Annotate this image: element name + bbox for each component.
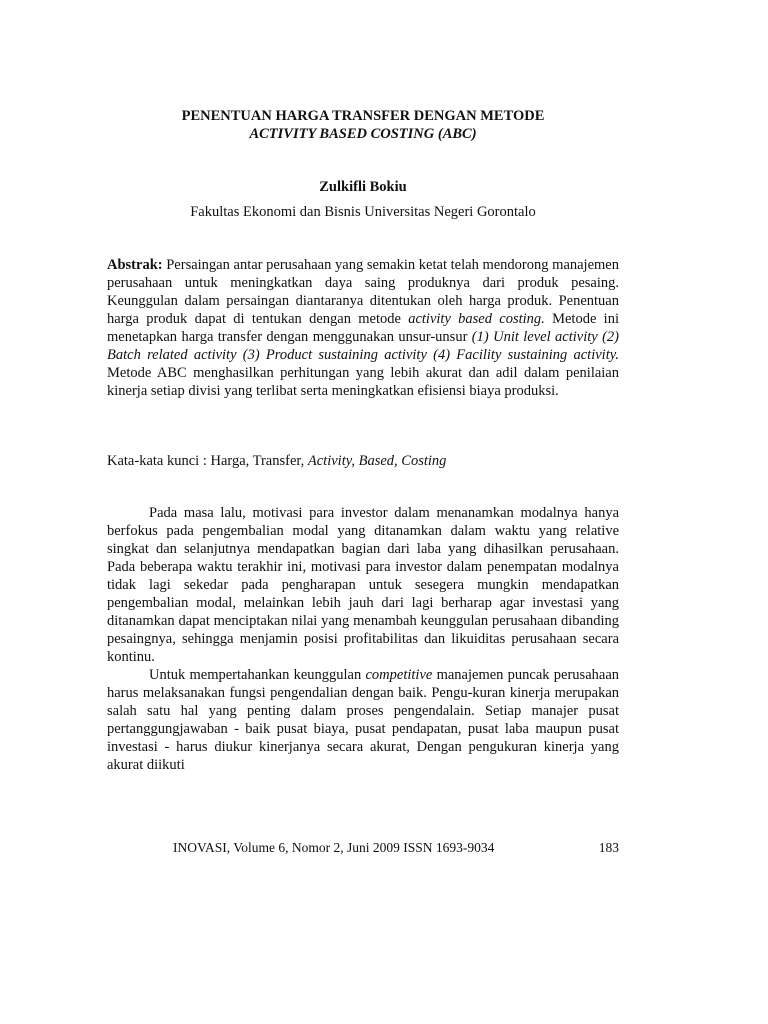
paper-title: PENENTUAN HARGA TRANSFER DENGAN METODE — [181, 108, 545, 124]
body-p2-text-a: Untuk mempertahankan keunggulan — [149, 667, 366, 683]
abstract-italic-2: (1) Unit level activity (2) Batch related activity (3) Product sustaining activity (4) Facility sustaining activity. — [107, 329, 619, 363]
keywords — [107, 452, 619, 470]
body-paragraph-1: Pada masa lalu, motivasi para investor dalam menanamkan modalnya hanya berfokus pada pengembalian modal yang ditanamkan dalam waktu yang relative singkat dan selanjutnya mendapatkan bagian dari laba yang dihasilkan perusahaan. Pada beberapa waktu terakhir ini, motivasi para investor dalam penempatan modalnya tidak lagi sekedar pada pengharapan untuk sesegera mungkin mendapatkan pengembalian modal, melainkan lebih jauh dari lagi berharap agar investasi yang ditanamkan dapat menciptakan nilai yang menambah keunggulan perusahaan dibanding pesaingnya, sehingga menjamin posisi profitabilitas dan likuiditas perusahaan secara kontinu. — [107, 505, 619, 665]
body-p2-italic: competitive — [365, 667, 433, 683]
paper-subtitle: ACTIVITY BASED COSTING (ABC) — [249, 126, 477, 142]
body-text — [107, 504, 619, 774]
page-number: 183 — [598, 840, 619, 855]
keywords-italic: Activity, Based, Costing — [307, 453, 447, 469]
abstract-italic-1: activity based costing. — [408, 311, 545, 327]
abstract-label: Abstrak: — [107, 257, 163, 273]
abstract — [107, 256, 619, 400]
body-paragraph-2 — [107, 666, 619, 774]
author-affiliation: Fakultas Ekonomi dan Bisnis Universitas Negeri Gorontalo — [190, 204, 536, 220]
abstract-text-3: Metode ABC menghasilkan perhitungan yang lebih akurat dan adil dalam penilaian kinerja setiap divisi yang terlibat serta meningkatkan efisiensi biaya produksi. — [107, 365, 619, 399]
abstract-text-1: Persaingan antar perusahaan yang semakin ketat telah mendorong manajemen perusahaan untuk meningkatkan daya saing produknya dari produk pesaing. Keunggulan dalam persaingan diantaranya ditentukan oleh harga produk. Penentuan harga produk dapat di tentukan dengan metode — [107, 257, 619, 327]
journal-info: INOVASI, Volume 6, Nomor 2, Juni 2009 ISSN 1693-9034 — [173, 840, 495, 855]
abstract-text-2: Metode ini menetapkan harga transfer dengan menggunakan unsur-unsur — [107, 311, 619, 345]
author-name: Zulkifli Bokiu — [319, 179, 407, 195]
keywords-prefix: Kata-kata kunci : Harga, Transfer, — [107, 453, 308, 469]
body-p2-text-b: manajemen puncak perusahaan harus melaksanakan fungsi pengendalian dengan baik. Pengu-kuran kinerja merupakan salah satu hal yang penting dalam proses pengendalain. Setiap manajer pusat pertanggungjawaban - baik pusat biaya, pusat pendapatan, pusat laba maupun pusat investasi - harus diukur kinerjanya secara akurat, Dengan pengukuran kinerja yang akurat diikuti — [107, 667, 620, 773]
